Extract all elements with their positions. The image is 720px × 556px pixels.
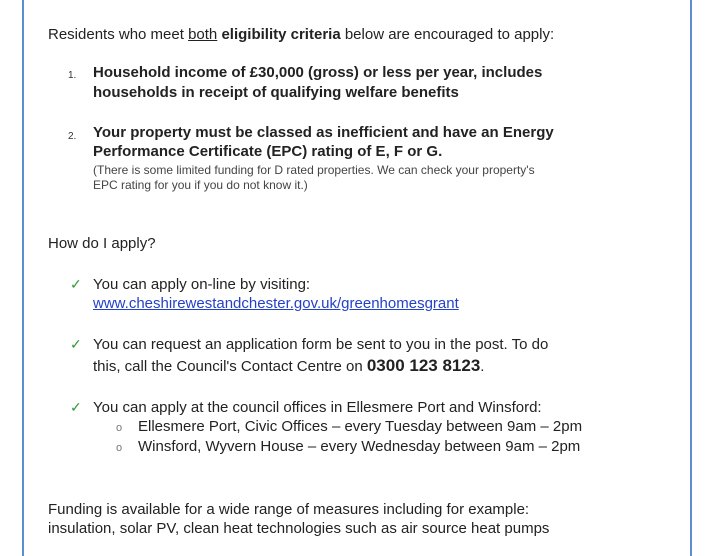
intro-suffix: below are encouraged to apply:	[340, 26, 555, 43]
funding-line1: Funding is available for a wide range of measures including for example:	[48, 501, 530, 518]
intro-underlined: both	[188, 26, 218, 43]
criterion-1-line2: households in receipt of qualifying welfare benefits	[93, 84, 459, 101]
criterion-2-note1: (There is some limited funding for D rated properties. We can check your property's	[93, 163, 535, 177]
circle-bullet-icon: o	[116, 442, 123, 454]
greenhomesgrant-link[interactable]: www.cheshirewestandchester.gov.uk/greenhomesgrant	[93, 295, 459, 312]
option-2-line2-prefix: this, call the Council's Contact Centre on	[93, 358, 367, 375]
criterion-1-line1: Household income of £30,000 (gross) or less per year, includes	[93, 64, 543, 81]
option-2-line1: You can request an application form be sent to you in the post. To do	[93, 336, 549, 353]
criterion-1-number: 1.	[68, 70, 77, 81]
criterion-2-note2: EPC rating for you if you do not know it.)	[93, 178, 308, 192]
check-icon: ✓	[70, 276, 82, 292]
intro-paragraph	[48, 26, 554, 43]
criterion-2-line2: Performance Certificate (EPC) rating of E, F or G.	[93, 143, 443, 160]
option-1-text: You can apply on-line by visiting:	[93, 276, 311, 293]
criterion-2-line1: Your property must be classed as inefficient and have an Energy	[93, 124, 554, 141]
circle-bullet-icon: o	[116, 422, 123, 434]
funding-line2: insulation, solar PV, clean heat technologies such as air source heat pumps	[48, 520, 550, 537]
check-icon: ✓	[70, 336, 82, 352]
contact-phone-number: 0300 123 8123	[366, 356, 481, 375]
office-ellesmere-port: Ellesmere Port, Civic Offices – every Tuesday between 9am – 2pm	[138, 418, 583, 435]
option-2-line2	[93, 356, 484, 376]
option-3-text: You can apply at the council offices in Ellesmere Port and Winsford:	[93, 399, 542, 416]
apply-heading: How do I apply?	[48, 235, 156, 252]
option-2-line2-suffix: .	[480, 358, 485, 375]
office-winsford: Winsford, Wyvern House – every Wednesday between 9am – 2pm	[138, 438, 581, 455]
check-icon: ✓	[70, 399, 82, 415]
criterion-2-number: 2.	[68, 131, 77, 142]
intro-bold: eligibility criteria	[221, 26, 341, 43]
intro-prefix: Residents who meet	[48, 26, 189, 43]
